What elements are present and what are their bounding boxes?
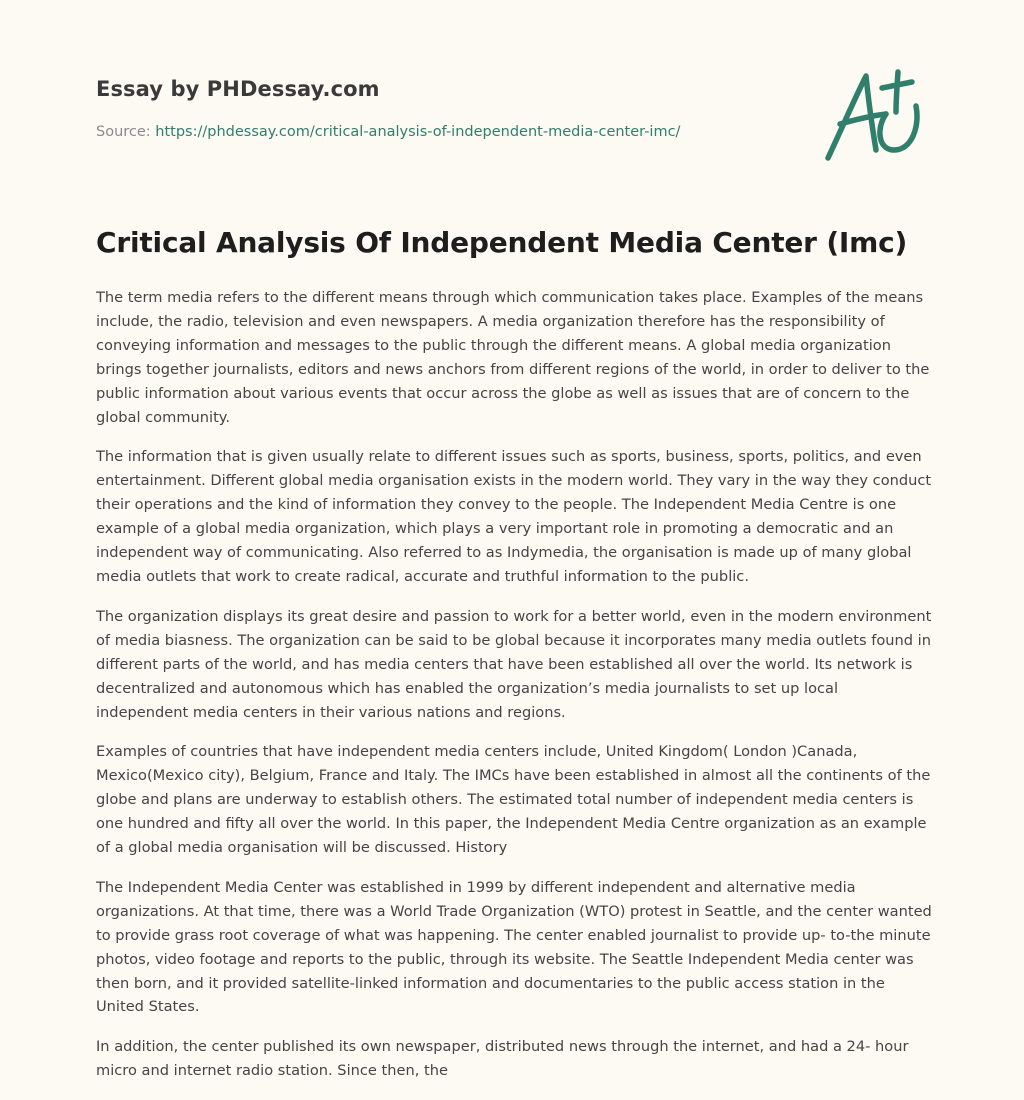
essay-paragraph: The organization displays its great desire and passion to work for a better world, even in the modern environment of media biasness. The organization can be said to be global because it incorporates many media outlets found in different parts of the world, and has media centers that have been established all over the world. Its network is decentralized and autonomous which has enabled the organization’s media journalists to set up local independent media centers in their various nations and regions. xyxy=(96,607,932,721)
essay-paragraph: Examples of countries that have independent media centers include, United Kingdom( London )Canada, Mexico(Mexico city), Belgium, France and Italy. The IMCs have been established in almost all the continents of the globe and plans are underway to establish others. The estimated total number of independent media centers is one hundred and fifty all over the world. In this paper, the Independent Media Centre organization as an example of a global media organisation will be discussed. History xyxy=(96,743,931,857)
source-link[interactable]: https://phdessay.com/critical-analysis-of-independent-media-center-imc/ xyxy=(155,124,681,140)
essay-paragraph: The term media refers to the different means through which communication takes place. Examples of the means include, the radio, television and even newspapers. A media organization therefore has the responsibility of conveying information and messages to the public through the different means. A global media organization brings together journalists, editors and news anchors from different regions of the world, in order to deliver to the public information about various events that occur across the globe as well as issues that are of concern to the global community. xyxy=(96,289,930,426)
source-label: Source: xyxy=(96,124,156,140)
essay-title: Critical Analysis Of Independent Media Center (Imc) xyxy=(96,226,908,259)
essay-body xyxy=(96,286,934,1099)
essay-paragraph: The Independent Media Center was established in 1999 by different independent and alternative media organizations. At that time, there was a World Trade Organization (WTO) protest in Seattle, and the center wanted to provide grass root coverage of what was happening. The center enabled journalist to provide up- to-the minute photos, video footage and reports to the public, through its website. The Seattle Independent Media center was then born, and it provided satellite-linked information and documentaries to the public access station in the United States. xyxy=(96,878,932,1016)
essay-paragraph: In addition, the center published its own newspaper, distributed news through the internet, and had a 24- hour micro and internet radio station. Since then, the xyxy=(96,1038,909,1080)
source-line xyxy=(96,124,680,140)
brand-title: Essay by PHDessay.com xyxy=(96,77,380,101)
essay-paragraph: The information that is given usually relate to different issues such as sports, business, sports, politics, and even entertainment. Different global media organisation exists in the modern world. They vary in the way they conduct their operations and the kind of information they convey to the people. The Independent Media Centre is one example of a global media organization, which plays a very important role in promoting a democratic and an independent way of communicating. Also referred to as Indymedia, the organisation is made up of many global media outlets that work to create radical, accurate and truthful information to the public. xyxy=(96,448,932,585)
a-plus-logo-icon xyxy=(820,66,930,166)
